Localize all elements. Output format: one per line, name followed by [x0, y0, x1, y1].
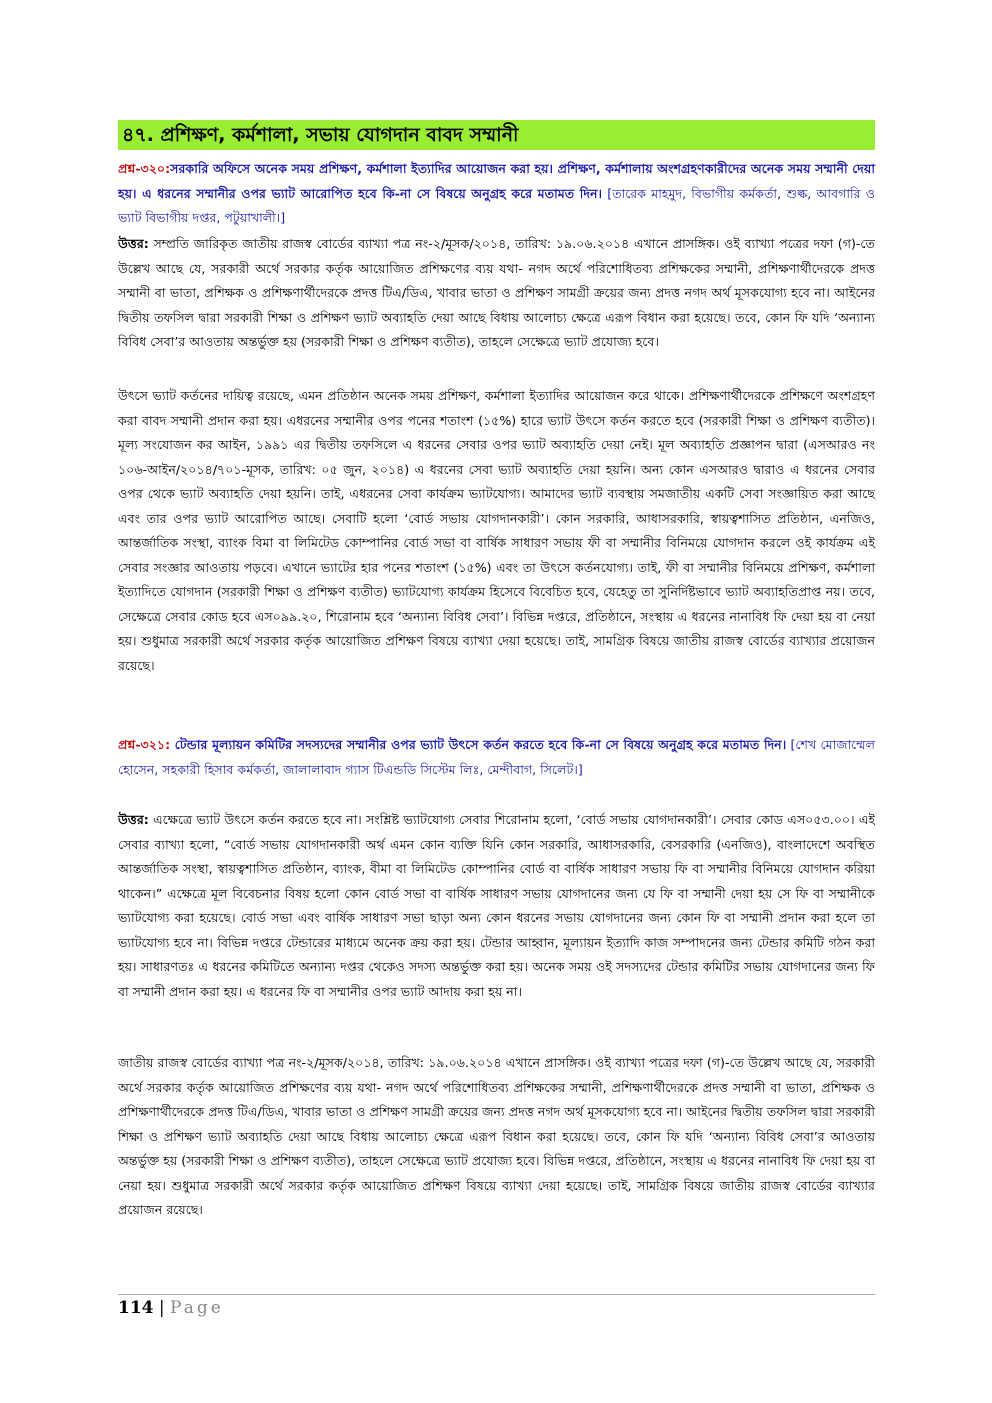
answer-text: এক্ষেত্রে ভ্যাট উৎসে কর্তন করতে হবে না। সংশ্লিষ্ট ভ্যাটযোগ্য সেবার শিরোনাম হলো, ‘বোর্ড সভায় যোগদানকারী’। সেবার কোড এস০৫৩.০০। এই সেবার ব্যাখ্যা হলো, “বোর্ড সভায় যোগদানকারী অর্থ এমন কোন ব্যক্তি যিনি কোন সরকারি, আধাসরকারি, বেসরকারি (এনজিও), বাংলাদেশে অবস্থিত আন্তর্জাতিক সংস্থা, স্বায়ত্বশাসিত প্রতিষ্ঠান, ব্যাংক, বীমা বা লিমিটেড কোম্পানির বোর্ড বা বার্ষিক সাধারণ সভায় ফি বা সম্মানীর বিনিময়ে যোগদান করিয়া থাকেন।” এক্ষেত্রে মূল বিবেচনার বিষয় হলো কোন বোর্ড সভা বা বার্ষিক সাধারণ সভায় যোগদানের জন্য যে ফি বা সম্মানী দেয়া হয় সে ফি বা সম্মানীকে ভ্যাটযোগ্য করা হয়েছে। বোর্ড সভা এবং বার্ষিক সাধারণ সভা ছাড়া অন্য কোন ধরনের সভায় যোগদানের জন্য কোন ফি বা সম্মানী প্রদান করা হলে তা ভ্যাটযোগ্য হবে না। বিভিন্ন দপ্তরে টেন্ডারের মাধ্যমে অনেক ক্রয় করা হয়। টেন্ডার আহ্বান, মূল্যায়ন ইত্যাদি কাজ সম্পাদনের জন্য টেন্ডার কমিটি গঠন করা হয়। সাধারণতঃ এ ধরনের কমিটিতে অন্যান্য দপ্তর থেকেও সদস্য অন্তর্ভুক্ত করা হয়। অনেক সময় ওই সদস্যদের টেন্ডার কমিটির সভায় যোগদানের জন্য ফি বা সম্মানী প্রদান করা হয়। এ ধরনের ফি বা সম্মানীর ওপর ভ্যাট আদায় করা হয় না। — [118, 812, 875, 999]
question-text: টেন্ডার মূল্যায়ন কমিটির সদস্যদের সম্মানীর ওপর ভ্যাট উৎসে কর্তন করতে হবে কি-না সে বিষয়ে অনুগ্রহ করে মতামত দিন। — [170, 737, 787, 752]
answer-label: উত্তর: — [118, 236, 149, 251]
section-title: ৪৭. প্রশিক্ষণ, কর্মশালা, সভায় যোগদান বাবদ সম্মানী — [118, 120, 875, 150]
answer-320-paragraph-2: উৎসে ভ্যাট কর্তনের দায়িত্ব রয়েছে, এমন প্রতিষ্ঠান অনেক সময় প্রশিক্ষণ, কর্মশালা ইত্যাদির আয়োজন করে থাকে। প্রশিক্ষণার্থীদেরকে প্রশিক্ষণে অংশগ্রহণ করা বাবদ সম্মানী প্রদান করা হয়। এধরনের সম্মানীর ওপর পনের শতাংশ (১৫%) হারে ভ্যাট উৎসে কর্তন করতে হবে (সরকারী শিক্ষা ও প্রশিক্ষণ ব্যতীত)। মূল্য সংযোজন কর আইন, ১৯৯১ এর দ্বিতীয় তফসিলে এ ধরনের সেবার ওপর ভ্যাট অব্যাহতি দেয়া নেই। মূল অব্যাহতি প্রজ্ঞাপন দ্বারা (এসআরও নং ১০৬-আইন/২০১৪/৭০১-মূসক, তারিখ: ০৫ জুন, ২০১৪) এ ধরনের সেবা ভ্যাট অব্যাহতি দেয়া হয়নি। অন্য কোন এসআরও দ্বারাও এ ধরনের সেবার ওপর থেকে ভ্যাট অব্যাহতি দেয়া হয়নি। তাই, এধরনের সেবা কার্যক্রম ভ্যাটযোগ্য। আমাদের ভ্যাট ব্যবস্থায় সমজাতীয় একটি সেবা সংজ্ঞায়িত করা আছে এবং তার ওপর ভ্যাট আরোপিত আছে। সেবাটি হলো ‘বোর্ড সভায় যোগদানকারী’। কোন সরকারি, আধাসরকারি, স্বায়ত্বশাসিত প্রতিষ্ঠান, এনজিও, আন্তর্জাতিক সংস্থা, ব্যাংক বিমা বা লিমিটেড কোম্পানির বোর্ড সভা বা বার্ষিক সাধারণ সভায় ফী বা সম্মানীর বিনিময়ে যোগদান করলে ওই কার্যক্রম এই সেবার সংজ্ঞার আওতায় পড়বে। এখানে ভ্যাটের হার পনের শতাংশ (১৫%) এবং তা উৎসে কর্তনযোগ্য। তাই, ফী বা সম্মানীর বিনিময়ে প্রশিক্ষণ, কর্মশালা ইত্যাদিতে যোগদান (সরকারী শিক্ষা ও প্রশিক্ষণ ব্যতীত) ভ্যাটযোগ্য কার্যক্রম হিসেবে বিবেচিত হবে, যেহেতু তা সুনির্দিষ্টভাবে ভ্যাট অব্যাহতিপ্রাপ্ত নয়। তবে, সেক্ষেত্রে সেবার কোড হবে এস০৯৯.২০, শিরোনাম হবে ‘অন্যান্য বিবিধ সেবা’। বিভিন্ন দপ্তরে, প্রতিষ্ঠানে, সংস্থায় এ ধরনের নানাবিধ ফি দেয়া হয় বা নেয়া হয়। শুধুমাত্র সরকারী অর্থে সরকার কর্তৃক আয়োজিত প্রশিক্ষণ বিষয়ে ব্যাখ্যা দেয়া হয়েছে। তাই, সামগ্রিক বিষয়ে জাতীয় রাজস্ব বোর্ডের ব্যাখ্যার প্রয়োজন রয়েছে। — [118, 388, 876, 673]
question-source: [শেখ মোজাম্মেল হোসেন, সহকারী হিসাব কর্মকর্তা, জালালাবাদ গ্যাস টিএন্ডডি সিস্টেম লিঃ, মেন্দীবাগ, সিলেট।] — [118, 737, 875, 777]
page-footer — [118, 1298, 224, 1318]
question-label: প্রশ্ন-৩২০: — [118, 161, 171, 176]
page-number: 114 — [118, 1298, 154, 1318]
answer-321-paragraph-2: জাতীয় রাজস্ব বোর্ডের ব্যাখ্যা পত্র নং-২/মূসক/২০১৪, তারিখ: ১৯.০৬.২০১৪ এখানে প্রাসঙ্গিক। ওই ব্যাখ্যা পত্রের দফা (গ)-তে উল্লেখ আছে যে, সরকারী অর্থে সরকার কর্তৃক আয়োজিত প্রশিক্ষণের ব্যয় যথা- নগদ অর্থে পরিশোধিতব্য প্রশিক্ষকের সম্মানী, প্রশিক্ষণার্থীদেরকে প্রদত্ত সম্মানী বা ভাতা, প্রশিক্ষক ও প্রশিক্ষণার্থীদেরকে প্রদত্ত টিএ/ডিএ, খাবার ভাতা ও প্রশিক্ষণ সামগ্রী ক্রয়ের জন্য প্রদত্ত নগদ অর্থ মূসকযোগ্য হবে না। আইনের দ্বিতীয় তফসিল দ্বারা সরকারী শিক্ষা ও প্রশিক্ষণ ভ্যাট অব্যাহতি দেয়া আছে বিধায় আলোচ্য ক্ষেত্রে এরূপ বিধান করা হয়েছে। তবে, কোন ফি যদি ‘অন্যান্য বিবিধ সেবা’র আওতায় অন্তর্ভুক্ত হয় (সরকারী শিক্ষা ও প্রশিক্ষণ ব্যতীত), তাহলে সেক্ষেত্রে ভ্যাট প্রযোজ্য হবে। বিভিন্ন দপ্তরে, প্রতিষ্ঠানে, সংস্থায় এ ধরনের নানাবিধ ফি দেয়া হয় বা নেয়া হয়। শুধুমাত্র সরকারী অর্থে সরকার কর্তৃক আয়োজিত প্রশিক্ষণ বিষয়ে ব্যাখ্যা দেয়া হয়েছে। তাই, সামগ্রিক বিষয়ে জাতীয় রাজস্ব বোর্ডের ব্যাখ্যার প্রয়োজন রয়েছে। — [118, 1055, 875, 1217]
answer-text: সম্প্রতি জারিকৃত জাতীয় রাজস্ব বোর্ডের ব্যাখ্যা পত্র নং-২/মূসক/২০১৪, তারিখ: ১৯.০৬.২০১৪ এখানে প্রাসঙ্গিক। ওই ব্যাখ্যা পত্রের দফা (গ)-তে উল্লেখ আছে যে, সরকারী অর্থে সরকার কর্তৃক আয়োজিত প্রশিক্ষণের ব্যয় যথা- নগদ অর্থে পরিশোধিতব্য প্রশিক্ষকের সম্মানী, প্রশিক্ষণার্থীদেরকে প্রদত্ত সম্মানী বা ভাতা, প্রশিক্ষক ও প্রশিক্ষণার্থীদেরকে প্রদত্ত টিএ/ডিএ, খাবার ভাতা ও প্রশিক্ষণ সামগ্রী ক্রয়ের জন্য প্রদত্ত নগদ অর্থ মূসকযোগ্য হবে না। আইনের দ্বিতীয় তফসিল দ্বারা সরকারী শিক্ষা ও প্রশিক্ষণ ভ্যাট অব্যাহতি দেয়া আছে বিধায় আলোচ্য ক্ষেত্রে এরূপ বিধান করা হয়েছে। তবে, কোন ফি যদি ‘অন্যান্য বিবিধ সেবা’র আওতায় অন্তর্ভুক্ত হয় (সরকারী শিক্ষা ও প্রশিক্ষণ ব্যতীত), তাহলে সেক্ষেত্রে ভ্যাট প্রযোজ্য হবে। — [118, 236, 875, 349]
answer-321 — [118, 808, 875, 1004]
answer-320 — [118, 232, 875, 355]
question-text: সরকারি অফিসে অনেক সময় প্রশিক্ষণ, কর্মশালা ইত্যাদির আয়োজন করা হয়। প্রশিক্ষণ, কর্মশালায় অংশগ্রহণকারীদের অনেক সময় সম্মানী দেয়া হয়। এ ধরনের সম্মানীর ওপর ভ্যাট আরোপিত হবে কি-না সে বিষয়ে অনুগ্রহ করে মতামত দিন। — [118, 161, 875, 201]
question-321 — [118, 733, 875, 782]
footer-divider — [118, 1294, 875, 1295]
page-word: Page — [170, 1298, 224, 1318]
question-320 — [118, 157, 875, 231]
question-label: প্রশ্ন-৩২১: — [118, 737, 171, 752]
answer-label: উত্তর: — [118, 812, 149, 827]
footer-separator: | — [153, 1298, 171, 1318]
question-source: [তারেক মাহমুদ, বিভাগীয় কর্মকর্তা, শুল্ক, আবগারি ও ভ্যাট বিভাগীয় দপ্তর, পটুয়াখালী।] — [118, 185, 875, 225]
